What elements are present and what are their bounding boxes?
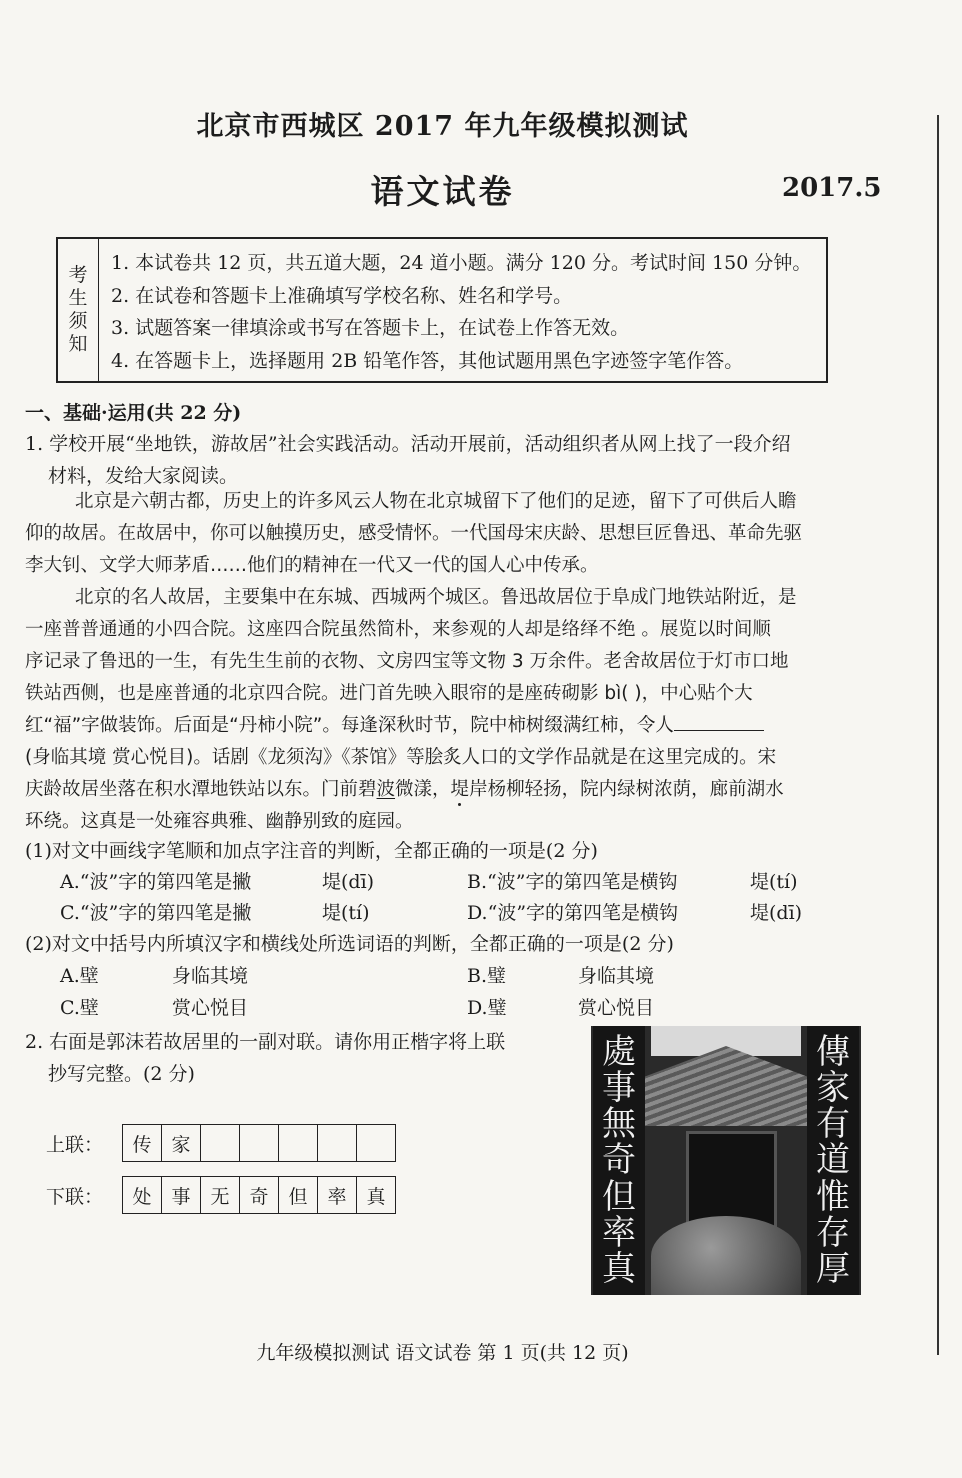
section-heading: 一、基础·运用(共 22 分)	[25, 402, 242, 424]
candidate-notice-box	[56, 237, 828, 383]
option-d-extra: 堤(dī)	[750, 902, 803, 924]
option-c: C.“波”字的第四笔是撇	[60, 902, 252, 924]
roof-image	[641, 1046, 811, 1126]
option-d: D.“波”字的第四笔是横钩	[467, 902, 679, 924]
question-1-prompt: 1. 学校开展“坐地铁，游故居”社会实践活动。活动开展前，活动组织者从网上找了一段介绍 材料，发给大家阅读。	[25, 433, 791, 487]
notice-item: 3. 试题答案一律填涂或书写在答题卡上，在试卷上作答无效。	[111, 317, 630, 339]
option-a: A.壁	[60, 965, 99, 987]
exam-date: 2017.5	[782, 173, 882, 203]
photo-couplet-left: 處 事 無 奇 但 率 真	[593, 1026, 645, 1295]
option-c-extra: 赏心悦目	[172, 997, 249, 1019]
option-b: B.璧	[467, 965, 507, 987]
couplet-cell: 处	[123, 1177, 162, 1213]
couplet-cell-empty[interactable]	[279, 1125, 318, 1161]
option-c: C.壁	[60, 997, 99, 1019]
option-c-extra: 堤(tí)	[322, 902, 370, 924]
notice-items	[99, 239, 826, 381]
subquestion-2: (2)对文中括号内所填汉字和横线处所选词语的判断，全都正确的一项是(2 分)	[25, 933, 674, 955]
option-d-extra: 赏心悦目	[578, 997, 655, 1019]
photo-couplet-right: 傳 家 有 道 惟 存 厚	[807, 1026, 859, 1295]
upper-couplet-label: 上联：	[46, 1133, 104, 1156]
notice-label: 考 生 须 知	[58, 239, 99, 381]
couplet-cell: 奇	[240, 1177, 279, 1213]
lower-couplet-label: 下联：	[46, 1185, 104, 1208]
passage-paragraph-1: 北京是六朝古都，历史上的许多风云人物在北京城留下了他们的足迹，留下了可供后人瞻 仰的故居。在故居中，你可以触摸历史，感受情怀。一代国母宋庆龄、思想巨匠鲁迅、革命先驱 李大钊、文学大师茅盾……他们的精神在一代又一代的国人心中传承。	[25, 491, 803, 576]
page-footer: 九年级模拟测试 语文试卷 第 1 页(共 12 页)	[256, 1342, 629, 1364]
option-b: B.“波”字的第四笔是横钩	[467, 871, 678, 893]
option-a: A.“波”字的第四笔是撇	[60, 871, 252, 893]
passage-paragraph-2: 北京的名人故居，主要集中在东城、西城两个城区。鲁迅故居位于阜成门地铁站附近，是 一座普普通通的小四合院。这座四合院虽然简朴，来参观的人却是络绎不绝 。展览以时间顺 序记录了鲁迅的一生，有先生生前的衣物、文房四宝等文物 3 万余件。老舍故居位于灯市口地 铁站西侧，也是座普通的北京四合院。进门首先映入眼帘的是座砖砌影 bì( )，中心贴个大 红“福”字做装饰。后面是“丹柿小院”。每逢深秋时节，院中柿树缀满红柿，令人 (身临其境 赏心悦目)。话剧《龙须沟》《茶馆》等脍炙人口的文学作品就是在这里完成的。宋 庆龄故居坐落在积水潭地铁站以东。门前碧波微漾，堤岸杨柳轻扬，院内绿树浓荫，廊前湖水 环绕。这真是一处雍容典雅、幽静别致的庭园。	[25, 587, 797, 832]
upper-couplet-row	[46, 1124, 396, 1162]
notice-item: 4. 在答题卡上，选择题用 2B 铅笔作答，其他试题用黑色字迹签字笔作答。	[111, 349, 744, 372]
couplet-cell: 但	[279, 1177, 318, 1213]
couplet-cell: 真	[366, 1185, 386, 1208]
fill-blank	[674, 712, 764, 731]
tree-image	[651, 1216, 801, 1295]
lower-couplet-cells	[122, 1176, 396, 1214]
question-2-prompt: 2. 右面是郭沫若故居里的一副对联。请你用正楷字将上联 抄写完整。(2 分)	[25, 1031, 506, 1085]
dotted-char: 堤	[450, 779, 470, 800]
option-a-extra: 堤(dī)	[322, 871, 375, 893]
option-d: D.璧	[467, 997, 507, 1019]
couplet-cell-empty[interactable]	[240, 1125, 279, 1161]
upper-couplet-cells	[122, 1124, 396, 1162]
underlined-char: 波	[376, 779, 396, 800]
lower-couplet-row	[46, 1176, 396, 1214]
couplet-cell: 无	[201, 1177, 240, 1213]
exam-subtitle: 语文试卷	[370, 172, 515, 211]
option-b-extra: 身临其境	[578, 965, 655, 987]
couplet-cell: 传	[123, 1125, 162, 1161]
notice-item: 1. 本试卷共 12 页，共五道大题，24 道小题。满分 120 分。考试时间 150 分钟。	[111, 252, 812, 274]
couplet-cell: 率	[318, 1177, 357, 1213]
option-a-extra: 身临其境	[172, 965, 249, 987]
couplet-cell-empty[interactable]	[318, 1125, 357, 1161]
margin-rule	[937, 115, 939, 1355]
couplet-cell-empty[interactable]	[201, 1125, 240, 1161]
couplet-cell: 事	[162, 1177, 201, 1213]
couplet-cell: 家	[162, 1125, 201, 1161]
couplet-cell-empty[interactable]	[357, 1125, 395, 1161]
couplet-photo	[591, 1026, 861, 1295]
notice-item: 2. 在试卷和答题卡上准确填写学校名称、姓名和学号。	[111, 284, 573, 307]
option-b-extra: 堤(tí)	[750, 871, 798, 893]
subquestion-1: (1)对文中画线字笔顺和加点字注音的判断，全都正确的一项是(2 分)	[25, 840, 598, 862]
exam-title: 北京市西城区 2017 年九年级模拟测试	[196, 111, 689, 142]
